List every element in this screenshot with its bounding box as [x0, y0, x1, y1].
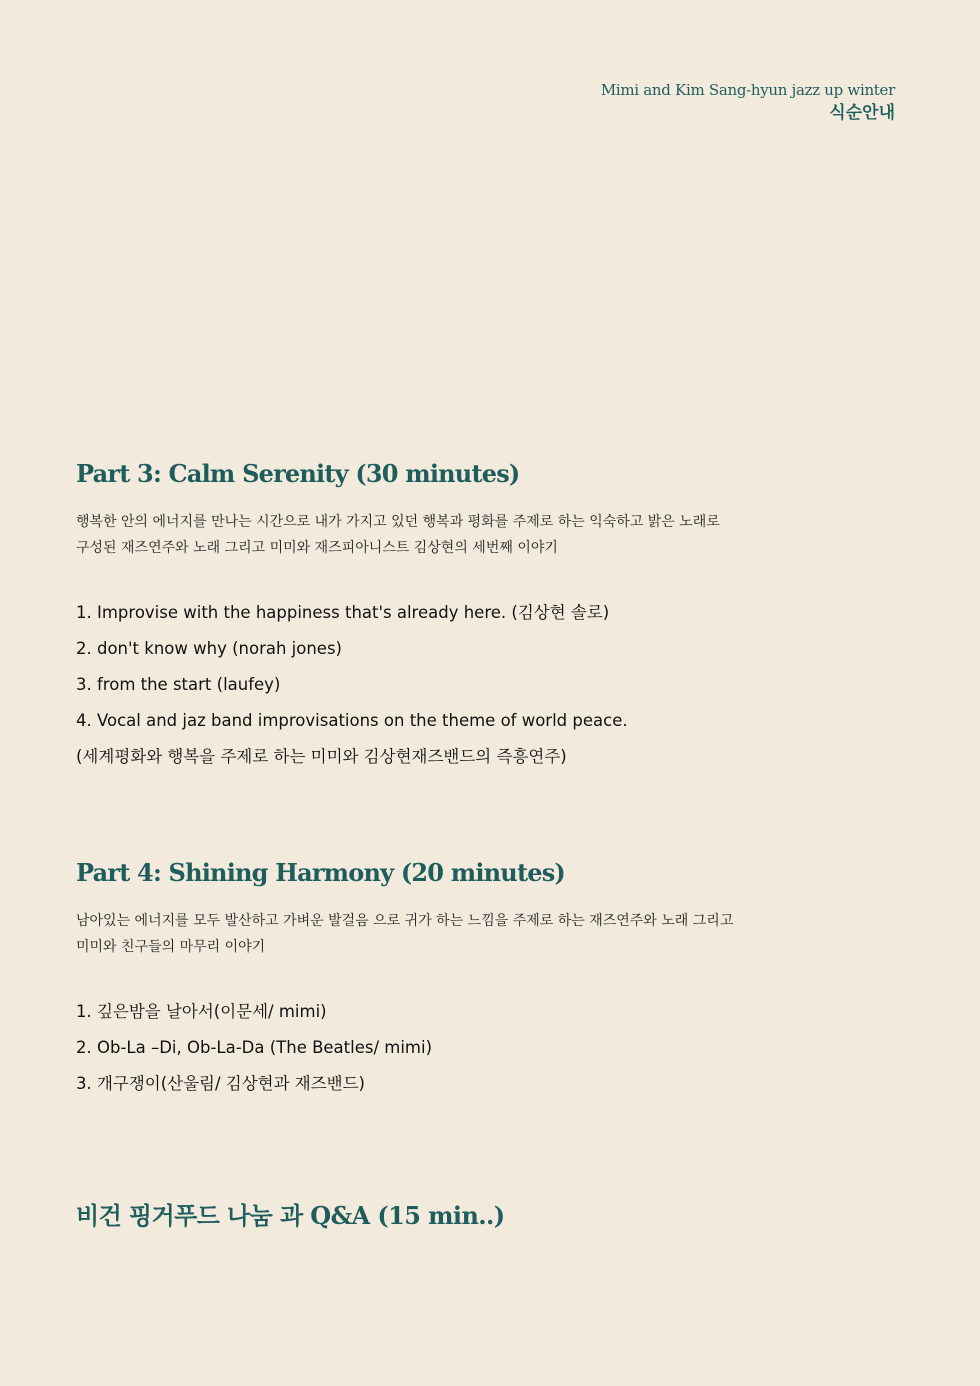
part4-description-line2: 미미와 친구들의 마무리 이야기	[76, 939, 266, 955]
part3-section	[76, 459, 906, 775]
list-item: 1. Improvise with the happiness that's already here. (김상현 솔로)	[76, 603, 610, 622]
list-item: 2. don't know why (norah jones)	[76, 639, 342, 658]
list-item: 1. 깊은밤을 날아서(이문세/ mimi)	[76, 1002, 327, 1021]
list-item: 4. Vocal and jaz band improvisations on the theme of world peace.	[76, 711, 628, 730]
program-subtitle: 식순안내	[829, 103, 895, 123]
event-title: Mimi and Kim Sang-hyun jazz up winter	[600, 81, 895, 99]
part4-section	[76, 858, 906, 1102]
part3-song-list	[76, 595, 906, 775]
part4-song-list	[76, 994, 906, 1102]
part3-description-line1: 행복한 안의 에너지를 만나는 시간으로 내가 가지고 있던 행복과 평화를 주제로 하는 익숙하고 밝은 노래로	[76, 514, 720, 530]
page-header	[601, 80, 895, 126]
part4-title: Part 4: Shining Harmony (20 minutes)	[76, 858, 565, 887]
list-item: 3. from the start (laufey)	[76, 675, 281, 694]
list-item: 2. Ob-La –Di, Ob-La-Da (The Beatles/ mimi)	[76, 1038, 433, 1057]
part3-title: Part 3: Calm Serenity (30 minutes)	[76, 459, 520, 488]
list-item: (세계평화와 행복을 주제로 하는 미미와 김상현재즈밴드의 즉흥연주)	[76, 747, 567, 766]
final-section-title: 비건 핑거푸드 나눔 과 Q&A (15 min..)	[76, 1201, 505, 1230]
part4-description-line1: 남아있는 에너지를 모두 발산하고 가벼운 발걸음 으로 귀가 하는 느낌을 주제로 하는 재즈연주와 노래 그리고	[76, 913, 734, 929]
list-item: 3. 개구쟁이(산울림/ 김상현과 재즈밴드)	[76, 1074, 365, 1093]
part3-description-line2: 구성된 재즈연주와 노래 그리고 미미와 재즈피아니스트 김상현의 세번째 이야기	[76, 540, 558, 556]
